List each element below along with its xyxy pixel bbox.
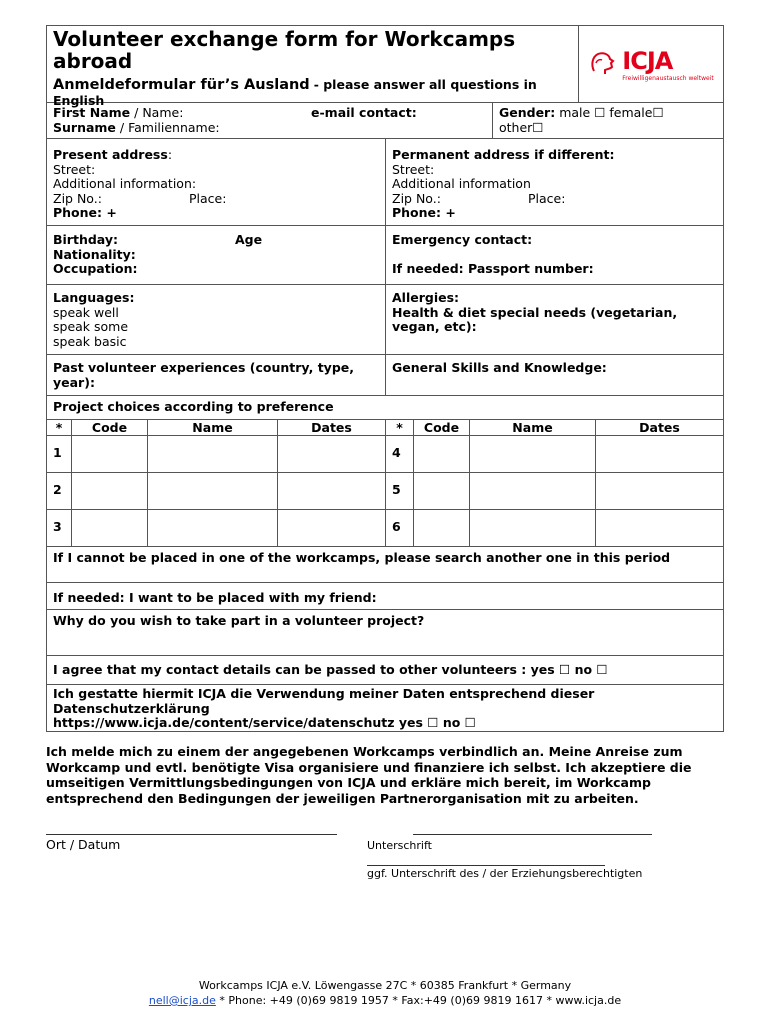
choice-dates-input[interactable] [277,510,385,546]
contact-consent[interactable] [47,656,723,684]
skills-field[interactable] [385,355,723,395]
speak-well-label: speak well [53,304,119,320]
form-title: Volunteer exchange form for Workcamps abroad [53,27,516,73]
friend-label: If needed: I want to be placed with my friend: [53,590,377,605]
emergency-info[interactable] [385,226,723,284]
footer-address: Workcamps ICJA e.V. Löwengasse 27C * 60385 Frankfurt * Germany [198,979,572,992]
occupation-label: Occupation: [53,261,138,276]
project-row [47,509,723,546]
personal-row [47,225,723,284]
health-field[interactable] [385,285,723,354]
passport-label: If needed: Passport number: [392,260,594,276]
personal-info[interactable] [47,226,385,284]
birthday-label: Birthday: [53,232,118,247]
languages-field[interactable] [47,285,385,354]
languages-row [47,284,723,354]
col-star-right: * [385,420,413,435]
place-date-label: Ort / Datum [46,837,121,852]
subtitle-de: Anmeldeformular für’s Ausland [53,77,310,93]
gender-other[interactable]: other☐ [499,119,544,135]
choice-number: 6 [392,519,401,534]
email-field[interactable] [305,103,492,138]
choice-code-input[interactable] [71,510,147,546]
perm-phone-label: Phone: + [392,205,456,220]
choice-name-input[interactable] [147,473,277,509]
email-label: e-mail contact: [311,105,417,120]
gender-options[interactable]: male ☐ female☐ [559,105,664,120]
place-date-line[interactable] [46,834,337,835]
gdpr-link[interactable]: https://www.icja.de/content/service/datenschutz yes ☐ no ☐ [53,715,476,730]
choice-dates-input[interactable] [595,436,723,472]
footer-contact: * Phone: +49 (0)69 9819 1957 * Fax:+49 (0)69 9819 1617 * www.icja.de [215,994,622,1007]
footer-email-link[interactable]: nell@icja.de [148,994,216,1007]
friend-row [47,582,723,609]
permanent-address[interactable] [385,139,723,225]
street-label: Street: [53,161,96,177]
first-name-label: First Name [53,105,131,120]
col-star-left: * [55,420,63,435]
projects-header [47,419,723,435]
binding-declaration: Ich melde mich zu einem der angegebenen Workcamps verbindlich an. Meine Anreise zum Workcamp und evtl. benötigte Visa organisiere und finanziere ich selbst. Ich akzeptiere die umseitigen Vermittlungsbedingungen von ICJA und erkläre mich bereit, im Workcamp entsprechend den Bedingungen der jeweiligen Partnerorganisation mit zu arbeiten. [46,744,692,806]
gdpr-consent[interactable] [47,685,723,731]
motivation-label: Why do you wish to take part in a volunteer project? [53,613,425,628]
gdpr-text: Ich gestatte hiermit ICJA die Verwendung meiner Daten entsprechend dieser Datenschutzerklärung [53,686,595,716]
motivation-field[interactable] [47,610,723,655]
guardian-signature-label: ggf. Unterschrift des / der Erziehungsberechtigten [367,867,643,880]
projects-title-text: Project choices according to preference [53,399,334,414]
col-dates-left: Dates [277,420,385,435]
col-name-right: Name [469,420,595,435]
choice-name-input[interactable] [469,473,595,509]
choice-dates-input[interactable] [595,510,723,546]
projects-title-row [47,395,723,419]
col-dates-right: Dates [595,420,723,435]
perm-place-label: Place: [528,190,566,206]
contact-consent-text[interactable]: I agree that my contact details can be passed to other volunteers : yes ☐ no ☐ [53,662,608,677]
project-row [47,472,723,509]
zip-label: Zip No.: [53,190,102,206]
languages-label: Languages: [53,290,135,305]
col-code-right: Code [413,420,469,435]
emergency-contact-label: Emergency contact: [392,232,533,247]
skills-label: General Skills and Knowledge: [392,360,607,375]
friend-field[interactable] [47,583,723,609]
registration-form [46,25,724,732]
col-name-left: Name [147,420,277,435]
projects-title [47,396,723,419]
motivation-row [47,609,723,655]
project-row [47,435,723,472]
nationality-label: Nationality: [53,246,136,262]
past-experience-label: Past volunteer experiences (country, type, year): [53,360,354,390]
choice-name-input[interactable] [469,436,595,472]
surname-label-rest: / Familienname: [115,119,220,135]
age-label: Age [235,232,263,247]
choice-number: 1 [53,445,62,460]
choice-number: 2 [53,482,62,497]
speak-basic-label: speak basic [53,333,127,349]
experience-row [47,354,723,395]
subtitle-en: - please answer all questions in English [53,77,537,108]
gender-label: Gender: [499,105,556,120]
gender-field[interactable] [492,103,723,138]
past-experience-field[interactable] [47,355,385,395]
another-camp-text: If I cannot be placed in one of the workcamps, please search another one in this period [53,550,671,565]
allergies-label: Allergies: [392,290,460,305]
name-fields[interactable] [47,103,305,138]
another-camp-row [47,546,723,582]
additional-info-label: Additional information: [53,176,197,191]
choice-number: 3 [53,519,62,534]
col-code-left: Code [71,420,147,435]
signature-label: Unterschrift [367,839,432,852]
present-address-title: Present address [53,147,168,162]
header-text [47,26,578,108]
icja-logo [578,26,723,102]
choice-name-input[interactable] [469,510,595,546]
logo-tagline: Freiwilligenaustausch weltweit [622,74,714,82]
logo-text: ICJA [622,46,673,75]
choice-code-input[interactable] [413,436,469,472]
choice-number: 5 [392,482,401,497]
choice-code-input[interactable] [71,473,147,509]
choice-name-input[interactable] [147,436,277,472]
choice-code-input[interactable] [413,473,469,509]
choice-number: 4 [392,445,401,460]
place-label: Place: [189,190,227,206]
signature-line[interactable] [413,834,652,835]
speak-some-label: speak some [53,319,129,334]
choice-dates-input[interactable] [595,473,723,509]
footer [0,978,770,1008]
first-name-label-rest: / Name: [130,105,184,120]
name-row [47,102,723,138]
present-address-colon: : [167,147,173,162]
permanent-address-title: Permanent address if different: [392,147,615,162]
choice-name-input[interactable] [147,510,277,546]
choice-dates-input[interactable] [277,436,385,472]
choice-dates-input[interactable] [277,473,385,509]
choice-code-input[interactable] [413,510,469,546]
gdpr-row [47,684,723,731]
consent-row [47,655,723,684]
phone-label: Phone: + [53,205,117,220]
present-address[interactable] [47,139,385,225]
perm-zip-label: Zip No.: [392,190,441,206]
choice-code-input[interactable] [71,436,147,472]
icja-logo-icon [588,49,618,79]
guardian-signature-line[interactable] [367,865,605,866]
perm-street-label: Street: [392,161,435,177]
address-row [47,138,723,225]
perm-additional-label: Additional information [392,176,531,191]
health-label: Health & diet special needs (vegetarian, vegan, etc): [392,304,678,334]
surname-label: Surname [53,119,116,135]
form-header [47,26,723,108]
